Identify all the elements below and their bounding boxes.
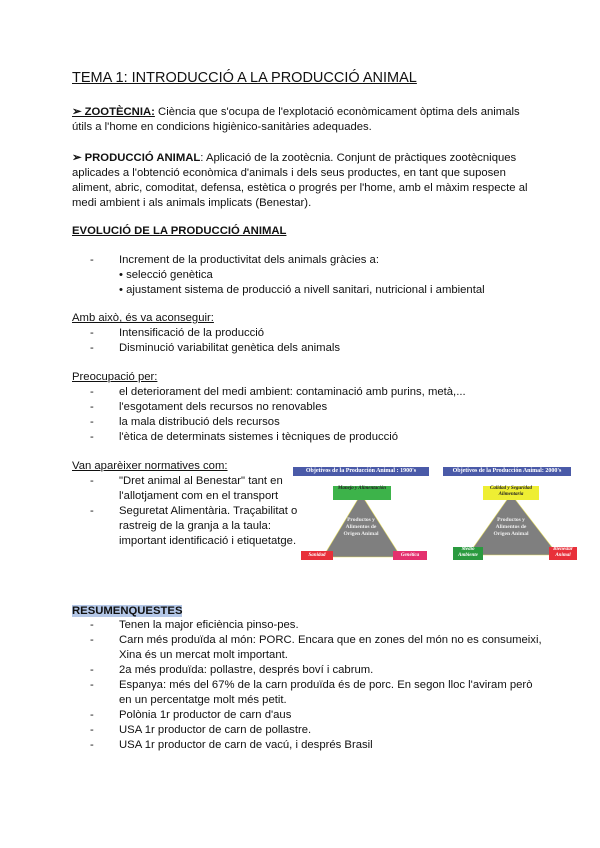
list-item: - Intensificació de la producció [72,326,542,341]
amb-heading: Amb això, és va aconseguir: [72,312,214,324]
list-item: - Seguretat Alimentària. Traçabilitat o rastreig de la granja a la taula: important identificació i etiquetatge. [72,504,307,549]
evolucio-list [72,253,542,298]
list-item: - Increment de la productivitat dels animals gràcies a: • selecció genètica • ajustament sistema de producció a nivell sanitari, nutricional i ambiental [72,253,542,298]
diagram-1900s: Objetivos de la Producción Animal : 1900's Manejo y Alimentación Productos y Alimentos de Origen Animal Sanidad Genética [293,467,439,562]
list-item: - Polònia 1r productor de carn d'aus [72,708,542,723]
list-item: - l'esgotament dels recursos no renovables [72,400,542,415]
resum-heading: RESUMENQUESTES [72,605,183,617]
diagram-2000s: Objetivos de la Producción Animal: 2000's Calidad y Seguridad Alimentaria Productos y Alimentos de Origen Animal Medio Ambiente Bienestar Animal [443,467,589,562]
evolucio-heading: EVOLUCIÓ DE LA PRODUCCIÓ ANIMAL [72,225,287,237]
zootecnia-definition: ➢ ZOOTÈCNIA: Ciència que s'ocupa de l'explotació econòmicament òptima dels animals útils a l'home en condicions higiènico-sanitàries adequades. [72,106,520,133]
normatives-list [72,474,307,549]
list-item: - Disminució variabilitat genètica dels animals [72,341,542,356]
produccio-definition: ➢ PRODUCCIÓ ANIMAL: Aplicació de la zootècnia. Conjunt de pràctiques zootècniques aplicades a l'obtenció econòmica d'animals i dels seus productes, en tant que suposen aliment, abric, comoditat, defensa, estètica o progrés per l'home, amb el màxim respecte al medi ambient i als animals implicats (Benestar). [72,152,528,209]
list-item: - l'ètica de determinats sistemes i tècniques de producció [72,430,542,445]
list-item: - "Dret animal al Benestar" tant en l'allotjament com en el transport [72,474,307,504]
list-item: - 2a més produïda: pollastre, després boví i cabrum. [72,663,542,678]
list-item: - la mala distribució dels recursos [72,415,542,430]
page-title: TEMA 1: INTRODUCCIÓ A LA PRODUCCIÓ ANIMAL [72,70,417,86]
list-item: - Tenen la major eficiència pinso-pes. [72,618,542,633]
preocupacio-list [72,385,542,445]
preocupacio-heading: Preocupació per: [72,371,158,383]
normatives-heading: Van aparèixer normatives com: [72,460,228,472]
list-item: - USA 1r productor de carn de vacú, i després Brasil [72,738,542,753]
list-item: - Carn més produïda al món: PORC. Encara que en zones del món no es consumeixi, Xina és un mercat molt important. [72,633,542,663]
list-item: - el deteriorament del medi ambient: contaminació amb purins, metà,... [72,385,542,400]
list-item: - USA 1r productor de carn de pollastre. [72,723,542,738]
amb-list [72,326,542,356]
list-item: - Espanya: més del 67% de la carn produïda és de porc. En segon lloc l'aviram però en un percentatge molt més petit. [72,678,542,708]
resum-list [72,618,542,753]
